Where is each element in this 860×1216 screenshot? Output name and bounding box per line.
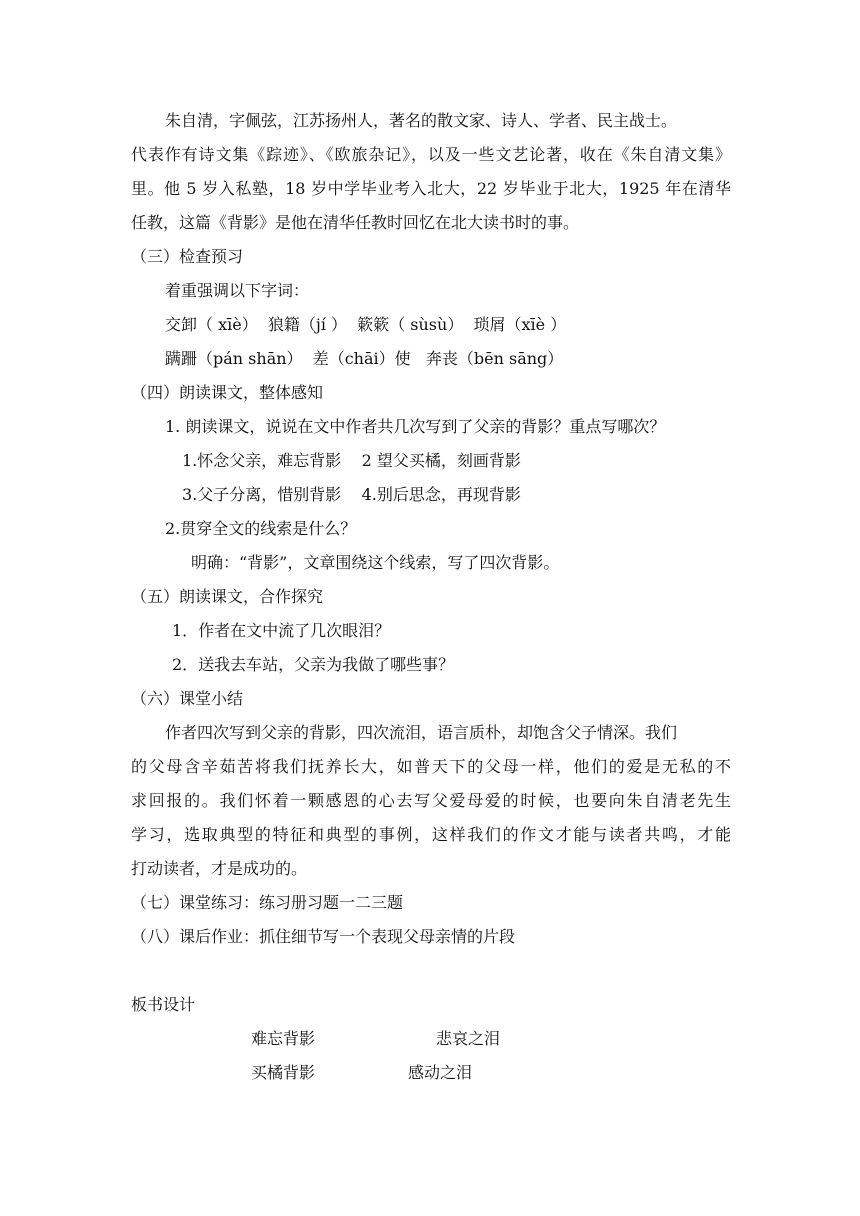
summary-line-2: 的父母含辛茹苦将我们抚养长大，如普天下的父母一样，他们的爱是无私的不 [131, 757, 731, 776]
section-4-question-2: 2.贯穿全文的线索是什么？ [165, 519, 357, 538]
section-5-question-1: 1．作者在文中流了几次眼泪？ [172, 621, 391, 640]
section-6-heading: （六）课堂小结 [131, 689, 244, 708]
section-4-question-1: 1. 朗读课文，说说在文中作者共几次写到了父亲的背影？重点写哪次？ [165, 417, 666, 436]
intro-line-4: 任教，这篇《背影》是他在清华任教时回忆在北大读书时的事。 [131, 213, 580, 232]
intro-line-2: 代表作有诗文集《踪迹》、《欧旅杂记》，以及一些文艺论著，收在《朱自清文集》 [131, 145, 731, 164]
board-row-2-right: 感动之泪 [408, 1063, 473, 1082]
vocab-row-1: 交卸（ xīè） 狼籍（jí ） 簌簌（ sùsù） 琐屑（xīè ） [165, 315, 567, 334]
section-4-heading: （四）朗读课文，整体感知 [131, 383, 324, 402]
summary-line-5: 打动读者，才是成功的。 [131, 859, 308, 878]
section-3-instruction: 着重强调以下字词： [165, 281, 310, 300]
intro-line-3: 里。他 5 岁入私塾，18 岁中学毕业考入北大，22 岁毕业于北大，1925 年在清华 [131, 179, 731, 198]
section-3-heading: （三）检查预习 [131, 247, 244, 266]
section-4-answer-1-row-1: 1.怀念父亲，难忘背影 2 望父买橘，刻画背影 [182, 451, 521, 470]
section-5-question-2: 2．送我去车站，父亲为我做了哪些事？ [172, 655, 455, 674]
board-row-1-left: 难忘背影 [251, 1029, 316, 1048]
board-row-1-right: 悲哀之泪 [436, 1029, 501, 1048]
section-4-answer-2: 明确：“背影”，文章围绕这个线索，写了四次背影。 [191, 553, 560, 572]
summary-line-1: 作者四次写到父亲的背影，四次流泪，语言质朴，却饱含父子情深。我们 [165, 723, 678, 742]
section-7-heading: （七）课堂练习：练习册习题一二三题 [131, 893, 404, 912]
summary-line-4: 学习，选取典型的特征和典型的事例，这样我们的作文才能与读者共鸣，才能 [131, 825, 731, 844]
intro-line-1: 朱自清，字佩弦，江苏扬州人，著名的散文家、诗人、学者、民主战士。 [165, 111, 678, 130]
board-design-title: 板书设计 [131, 995, 196, 1014]
board-row-2-left: 买橘背影 [251, 1063, 316, 1082]
vocab-row-2: 蹒跚（pán shān） 差（chāi）使 奔丧（bēn sāng） [165, 349, 564, 368]
section-4-answer-1-row-2: 3.父子分离，惜别背影 4.别后思念，再现背影 [182, 485, 521, 504]
summary-line-3: 求回报的。我们怀着一颗感恩的心去写父爱母爱的时候，也要向朱自清老先生 [131, 791, 731, 810]
section-8-heading: （八）课后作业：抓住细节写一个表现父母亲情的片段 [131, 927, 516, 946]
section-5-heading: （五）朗读课文，合作探究 [131, 587, 324, 606]
